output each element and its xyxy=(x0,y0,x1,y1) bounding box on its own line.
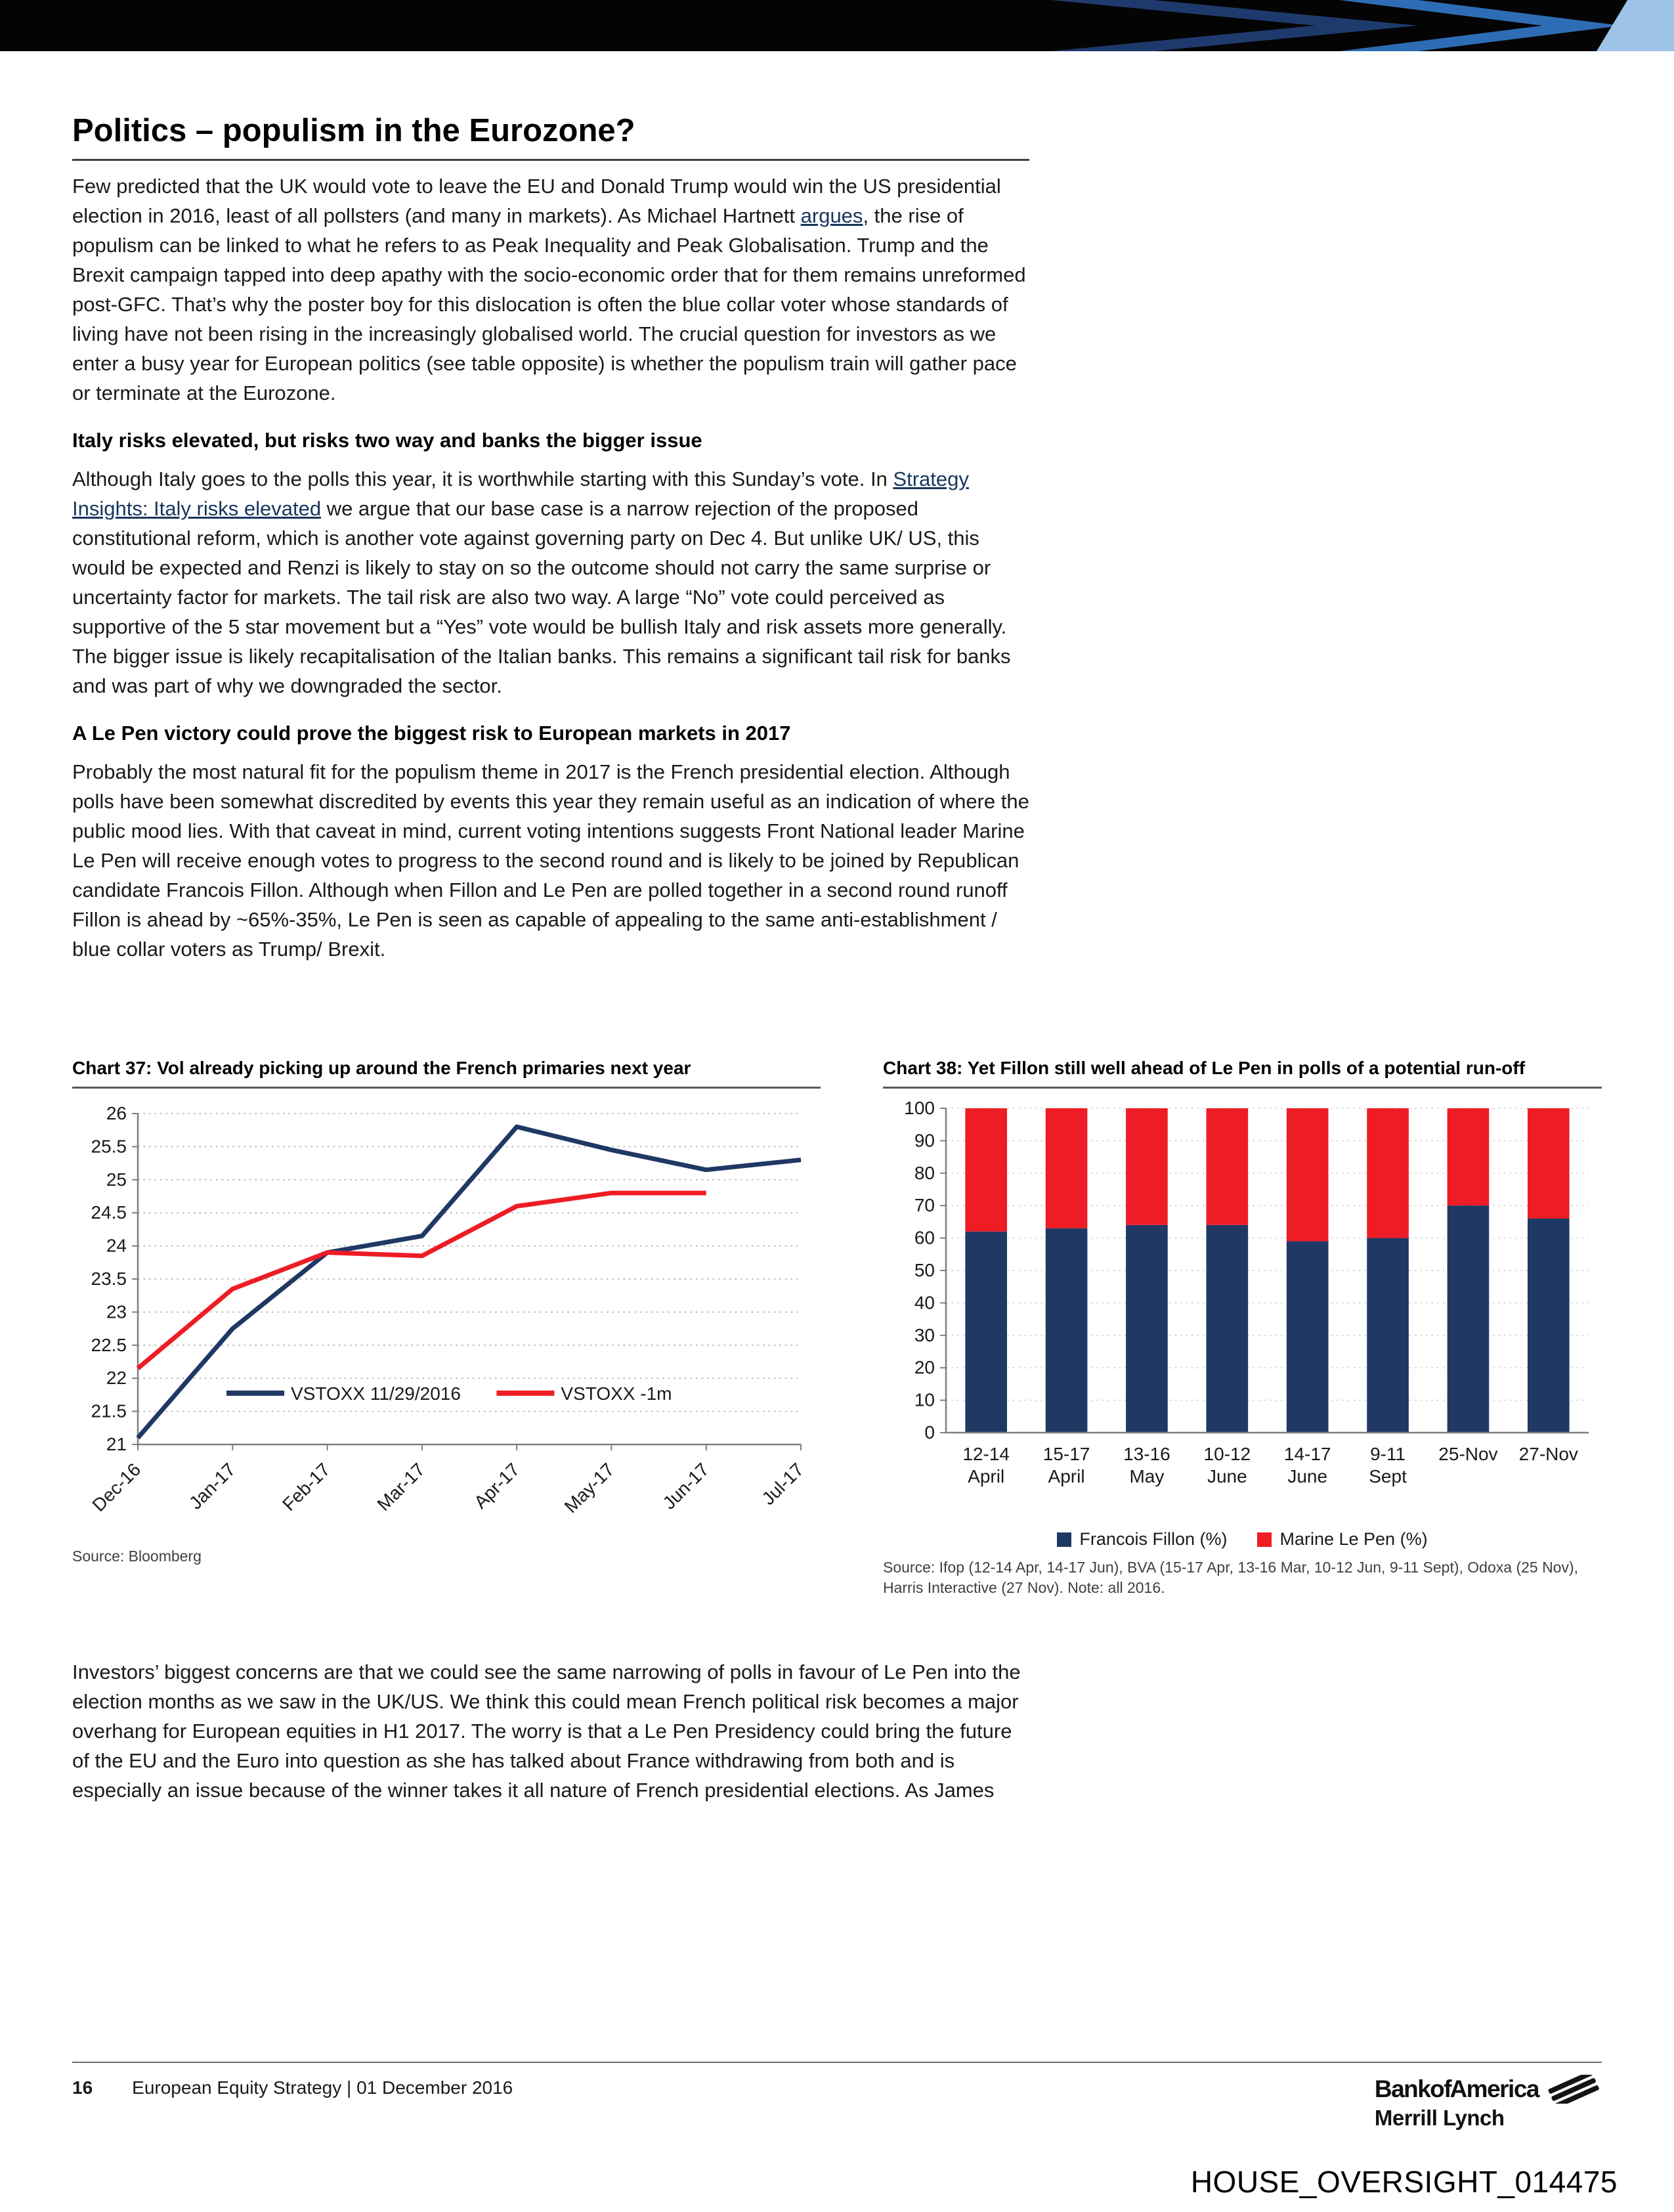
svg-text:50: 50 xyxy=(914,1260,935,1280)
heading-italy: Italy risks elevated, but risks two way and banks the bigger issue xyxy=(72,429,702,452)
footer-text xyxy=(72,2077,513,2131)
svg-text:20: 20 xyxy=(914,1357,935,1378)
legend-item-lepen xyxy=(1257,1529,1427,1550)
banner-chevron-dark-icon xyxy=(1050,0,1418,51)
intro-text-post: , the rise of populism can be linked to what he refers to as Peak Inequality and Peak Globalisation. Trump and the Brexit campaign tapped into deep apathy with the socio-economic order that for them remains unreformed post-GFC. That’s why the poster boy for this dislocation is often the blue collar voter whose standards of living have not been rising in the increasingly globalised world. The crucial question for investors as we enter a busy year for European politics (see table opposite) is whether the populism train will gather pace or terminate at the Eurozone. xyxy=(72,204,1026,404)
argues-link[interactable]: argues xyxy=(800,204,863,227)
publication-line: European Equity Strategy | 01 December 2016 xyxy=(132,2077,513,2098)
watermark: HOUSE_OVERSIGHT_014475 xyxy=(1190,2165,1618,2199)
bofa-ml-logo xyxy=(1375,2075,1602,2131)
svg-text:Mar-17: Mar-17 xyxy=(373,1459,429,1515)
content-column xyxy=(72,51,1602,1805)
chart38-source: Source: Ifop (12-14 Apr, 14-17 Jun), BVA (15-17 Apr, 13-16 Mar, 10-12 Jun, 9-11 Sept), Odoxa (25 Nov), Harris Interactive (27 Nov). Note: all 2016. xyxy=(883,1559,1579,1596)
svg-text:Dec-16: Dec-16 xyxy=(88,1459,145,1516)
chart38-panel xyxy=(883,1056,1602,1598)
svg-text:Feb-17: Feb-17 xyxy=(278,1459,334,1515)
charts-row xyxy=(72,1056,1602,1598)
strategy-insights-link[interactable]: Strategy Insights: Italy risks elevated xyxy=(72,467,969,520)
svg-text:40: 40 xyxy=(914,1292,935,1313)
chart37-plot xyxy=(72,1096,821,1541)
svg-text:25: 25 xyxy=(106,1169,127,1190)
merrill-lynch-logo-text: Merrill Lynch xyxy=(1374,2106,1505,2130)
chart37-title: Chart 37: Vol already picking up around the French primaries next year xyxy=(72,1056,821,1089)
svg-text:15-17April: 15-17 April xyxy=(1042,1444,1090,1486)
lepen-paragraph: Probably the most natural fit for the populism theme in 2017 is the French presidential election. Although polls have been somewhat discredited by events this year they remain useful as an indication of where the public mood lies. With that caveat in mind, current voting intentions suggests Front National leader Marine Le Pen will receive enough votes to progress to the second round and is likely to be joined by Republican candidate Francois Fillon. Although when Fillon and Le Pen are polled together in a second round runoff Fillon is ahead by ~65%-35%, Le Pen is seen as capable of appealing to the same anti-establishment / blue collar voters as Trump/ Brexit. xyxy=(72,760,1029,961)
chart38-plot xyxy=(883,1096,1602,1525)
svg-text:13-16May: 13-16 May xyxy=(1123,1444,1170,1486)
svg-text:70: 70 xyxy=(914,1195,935,1216)
svg-text:26: 26 xyxy=(106,1103,127,1123)
bofa-flag-icon xyxy=(1545,2075,1602,2104)
svg-text:100: 100 xyxy=(904,1098,935,1118)
chart37-panel xyxy=(72,1056,821,1598)
svg-text:22: 22 xyxy=(106,1368,127,1389)
page-number: 16 xyxy=(72,2077,93,2098)
svg-text:May-17: May-17 xyxy=(560,1459,618,1517)
svg-text:23.5: 23.5 xyxy=(91,1269,127,1289)
concerns-paragraph: Investors’ biggest concerns are that we could see the same narrowing of polls in favour of Le Pen into the election months as we saw in the UK/US. We think this could mean French political risk becomes a major overhang for European equities in H1 2017. The worry is that a Le Pen Presidency could bring the future of the EU and the Euro into question as she has talked about France withdrawing from both and is especially an issue because of the winner takes it all nature of French presidential elections. As James xyxy=(72,1660,1021,1802)
svg-text:0: 0 xyxy=(924,1422,935,1442)
chart37-source: Source: Bloomberg xyxy=(72,1548,202,1565)
svg-text:Jun-17: Jun-17 xyxy=(658,1459,713,1513)
italy-text-pre: Although Italy goes to the polls this year, it is worthwhile starting with this Sunday’s vote. In xyxy=(72,467,893,490)
legend-label-lepen: Marine Le Pen (%) xyxy=(1279,1529,1428,1549)
lepen-swatch-icon xyxy=(1257,1532,1272,1547)
header-band xyxy=(0,0,1674,51)
svg-text:60: 60 xyxy=(914,1227,935,1248)
svg-text:25-Nov: 25-Nov xyxy=(1438,1444,1498,1464)
svg-text:23: 23 xyxy=(106,1301,127,1322)
svg-text:90: 90 xyxy=(914,1130,935,1151)
svg-text:30: 30 xyxy=(914,1324,935,1345)
legend-item-fillon xyxy=(1057,1529,1227,1550)
svg-text:80: 80 xyxy=(914,1162,935,1183)
svg-text:21: 21 xyxy=(106,1434,127,1454)
chart38-title: Chart 38: Yet Fillon still well ahead of Le Pen in polls of a potential run-off xyxy=(883,1056,1602,1089)
svg-text:Jan-17: Jan-17 xyxy=(185,1459,240,1513)
fillon-swatch-icon xyxy=(1057,1532,1071,1547)
italy-text-post: we argue that our base case is a narrow rejection of the proposed constitutional reform, which is another vote against governing party on Dec 4. But unlike UK/ US, this would be expected and Renzi is likely to stay on so the outcome should not carry the same surprise or uncertainty factor for markets. The tail risk are also two way. A large “No” vote could perceived as supportive of the 5 star movement but a “Yes” vote would be bullish Italy and risk assets more generally. The bigger issue is likely recapitalisation of the Italian banks. This remains a significant tail risk for banks and was part of why we downgraded the sector. xyxy=(72,497,1011,697)
chart38-legend xyxy=(883,1529,1602,1550)
svg-text:24: 24 xyxy=(106,1235,127,1256)
svg-text:12-14April: 12-14 April xyxy=(962,1444,1010,1486)
svg-text:Apr-17: Apr-17 xyxy=(470,1459,524,1513)
svg-text:22.5: 22.5 xyxy=(91,1334,127,1355)
svg-text:Jul-17: Jul-17 xyxy=(758,1459,808,1509)
page-footer xyxy=(72,2062,1602,2131)
svg-text:9-11Sept: 9-11 Sept xyxy=(1369,1444,1407,1486)
page-title: Politics – populism in the Eurozone? xyxy=(72,112,1029,161)
svg-text:21.5: 21.5 xyxy=(91,1400,127,1421)
intro-text-pre: Few predicted that the UK would vote to leave the EU and Donald Trump would win the US presidential election in 2016, least of all pollsters (and many in markets). As Michael Hartnett xyxy=(72,175,1001,227)
bofa-logo-text: Bank of America xyxy=(1374,2075,1539,2102)
svg-text:10: 10 xyxy=(914,1389,935,1410)
italy-paragraph xyxy=(72,464,1031,701)
intro-paragraph xyxy=(72,171,1031,408)
legend-label-fillon: Francois Fillon (%) xyxy=(1079,1529,1228,1549)
heading-lepen: A Le Pen victory could prove the biggest risk to European markets in 2017 xyxy=(72,722,791,745)
svg-text:24.5: 24.5 xyxy=(91,1202,127,1223)
svg-text:10-12June: 10-12 June xyxy=(1203,1444,1251,1486)
svg-text:25.5: 25.5 xyxy=(91,1136,127,1157)
svg-text:VSTOXX 11/29/2016: VSTOXX 11/29/2016 xyxy=(291,1383,461,1404)
svg-text:VSTOXX -1m: VSTOXX -1m xyxy=(561,1383,672,1404)
svg-text:14-17June: 14-17 June xyxy=(1283,1444,1331,1486)
svg-text:27-Nov: 27-Nov xyxy=(1518,1444,1578,1464)
